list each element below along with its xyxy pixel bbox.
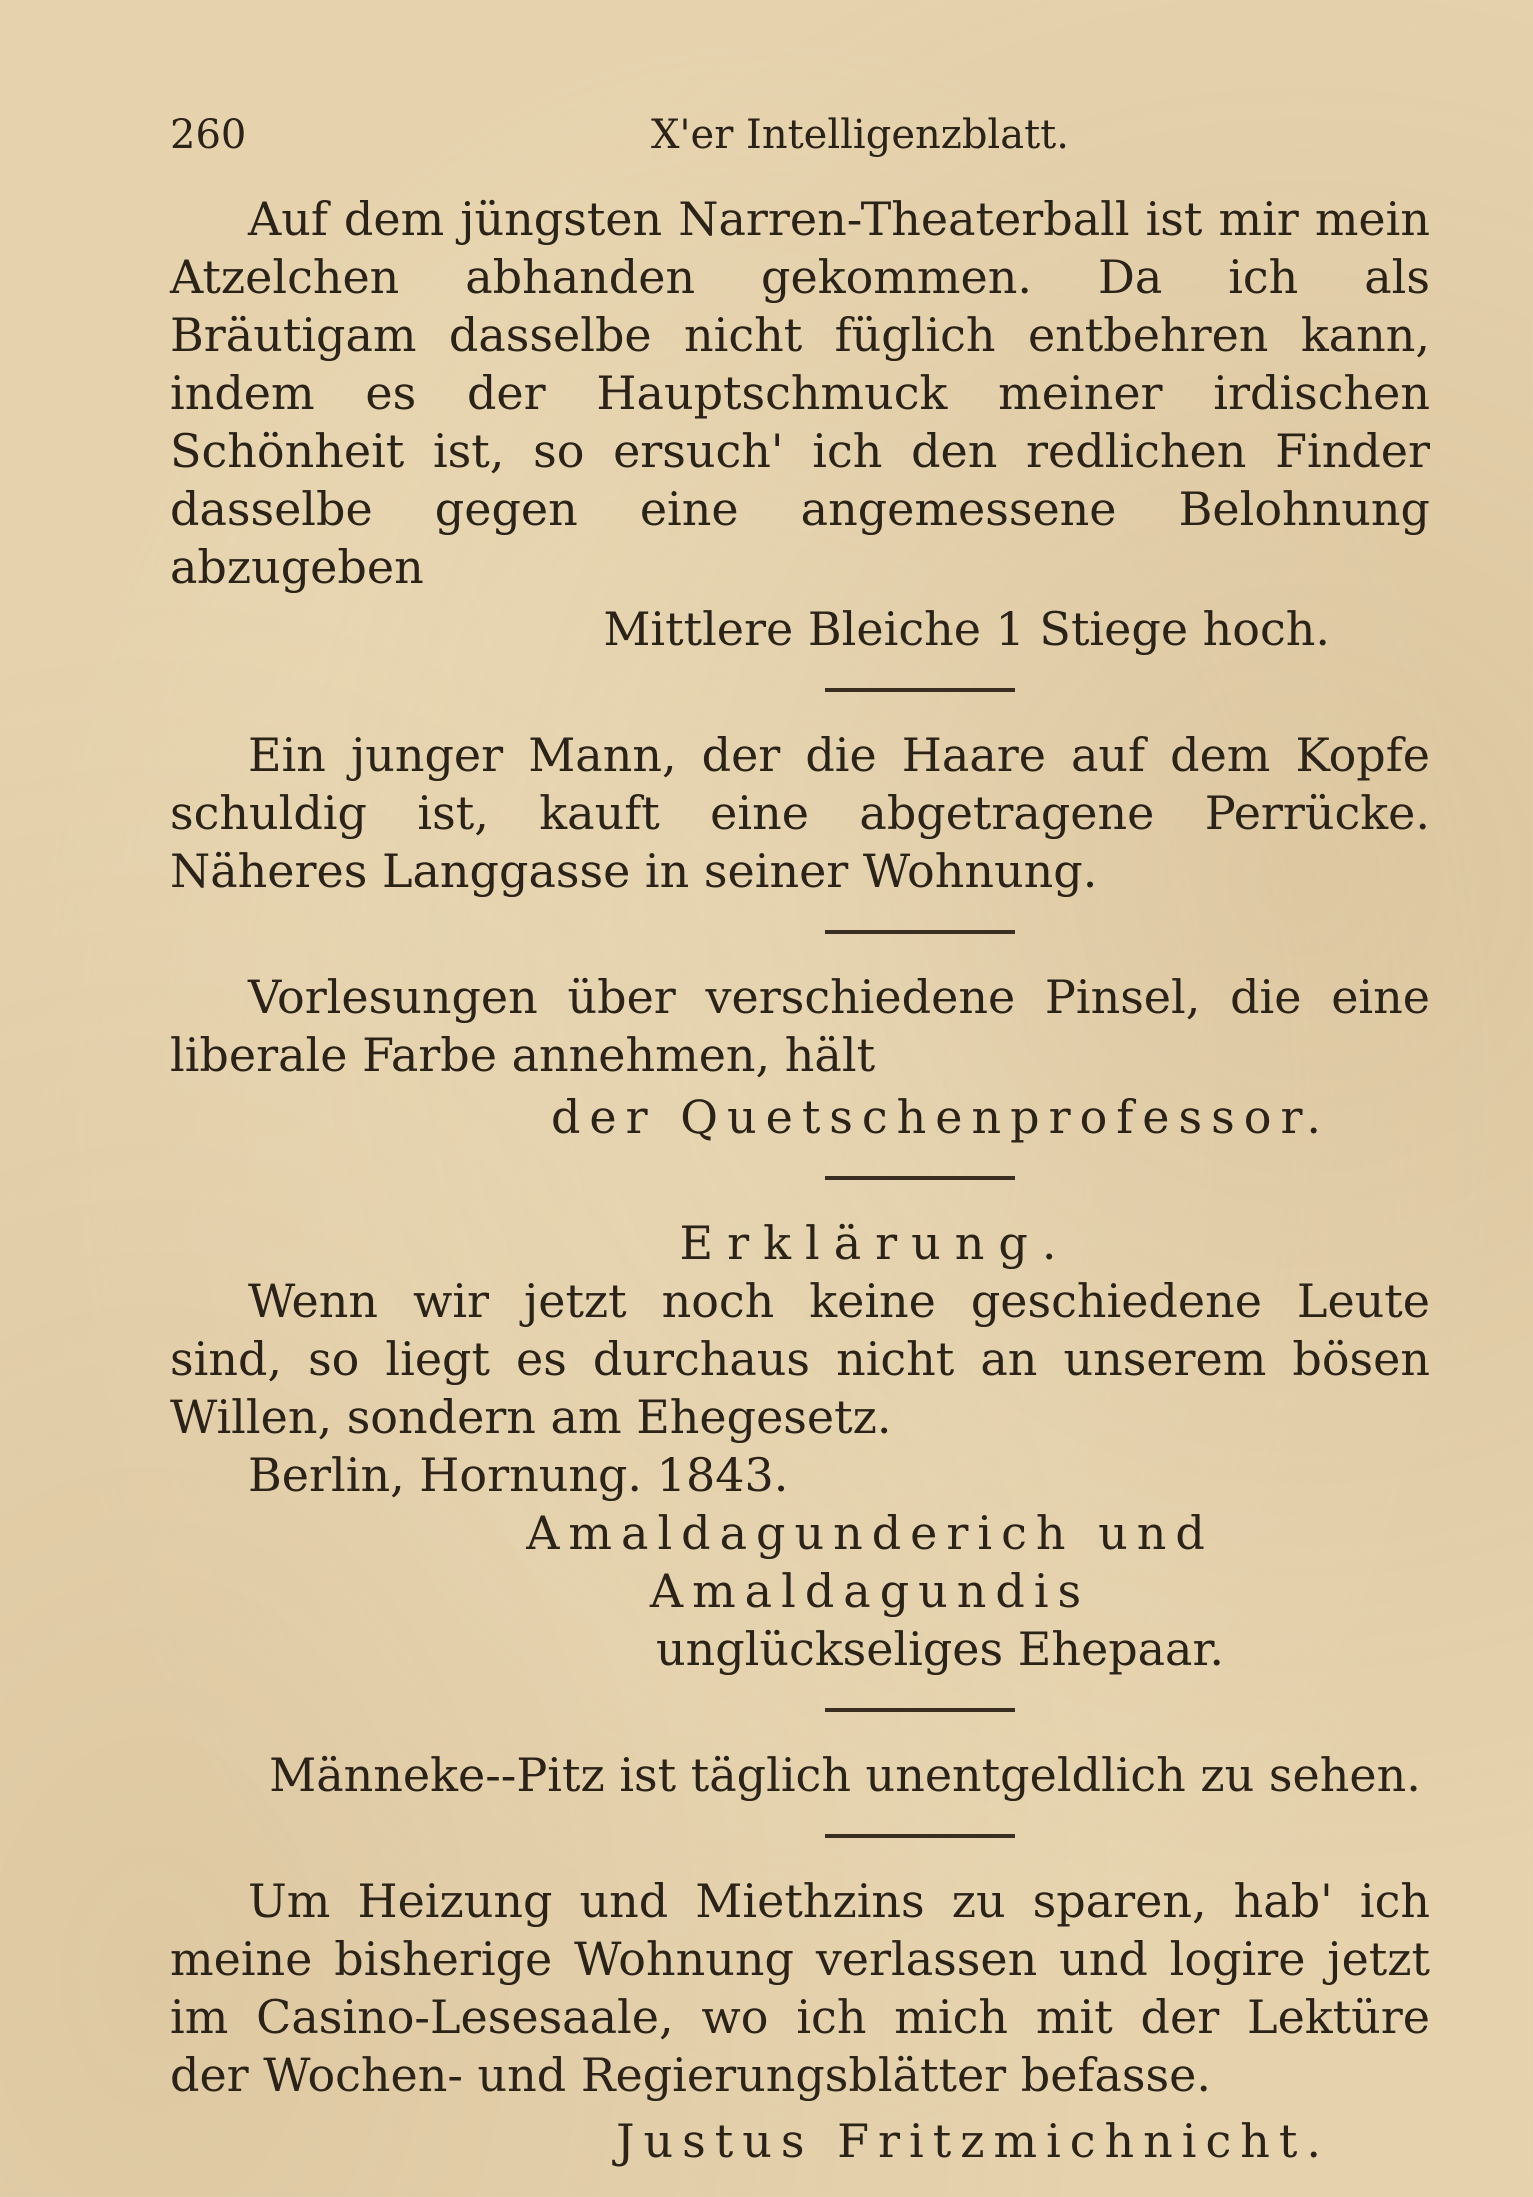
notice-title: Erklärung. xyxy=(679,1216,1071,1270)
document-page xyxy=(170,100,1430,2168)
separator-rule xyxy=(825,1834,1015,1838)
notice-signature-subtitle: unglückseliges Ehepaar. xyxy=(655,1622,1225,1676)
notice-casino xyxy=(170,1872,1430,2170)
notice-body: Vorlesungen über verschiedene Pinsel, die eine liberale Farbe annehmen, hält xyxy=(170,970,1430,1082)
notice-lectures xyxy=(170,968,1430,1146)
notice-signature: der Quetschenprofessor. xyxy=(550,1090,1330,1144)
notice-signature: Amaldagunderich und Amaldagundis xyxy=(526,1506,1214,1618)
separator-rule xyxy=(825,1708,1015,1712)
separator-rule xyxy=(825,688,1015,692)
notice-wig xyxy=(170,726,1430,900)
notice-lost-item xyxy=(170,190,1430,658)
notice-body: Männeke--Pitz ist täglich unentgeldlich zu sehen. xyxy=(269,1748,1421,1802)
separator-rule xyxy=(825,1176,1015,1180)
notice-body: Ein junger Mann, der die Haare auf dem Kopfe schuldig ist, kauft eine abgetragene Perrücke. Näheres Langgasse in seiner Wohnung. xyxy=(170,728,1430,898)
page-number: 260 xyxy=(170,112,247,158)
page-header xyxy=(170,100,1430,170)
notice-address: Mittlere Bleiche 1 Stiege hoch. xyxy=(603,602,1330,656)
separator-rule xyxy=(825,930,1015,934)
notice-body: Wenn wir jetzt noch keine geschiedene Leute sind, so liegt es durchaus nicht an unserem bösen Willen, sondern am Ehegesetz. xyxy=(170,1274,1430,1444)
notice-signature: Justus Fritzmichnicht. xyxy=(616,2114,1330,2168)
notice-manneken xyxy=(170,1746,1430,1804)
running-title: X'er Intelligenzblatt. xyxy=(651,112,1069,158)
notice-declaration xyxy=(170,1214,1430,1678)
notice-place-date: Berlin, Hornung. 1843. xyxy=(248,1448,789,1502)
notice-body: Auf dem jüngsten Narren-Theaterball ist mir mein Atzelchen abhanden gekommen. Da ich als Bräutigam dasselbe nicht füglich entbehren kann, indem es der Hauptschmuck meiner irdischen Schönheit ist, so ersuch' ich den redlichen Finder dasselbe gegen eine angemessene Belohnung abzugeben xyxy=(170,192,1430,594)
notice-body: Um Heizung und Miethzins zu sparen, hab' ich meine bisherige Wohnung verlassen und logire jetzt im Casino-Lesesaale, wo ich mich mit der Lektüre der Wochen- und Regierungsblätter befasse. xyxy=(170,1874,1430,2102)
